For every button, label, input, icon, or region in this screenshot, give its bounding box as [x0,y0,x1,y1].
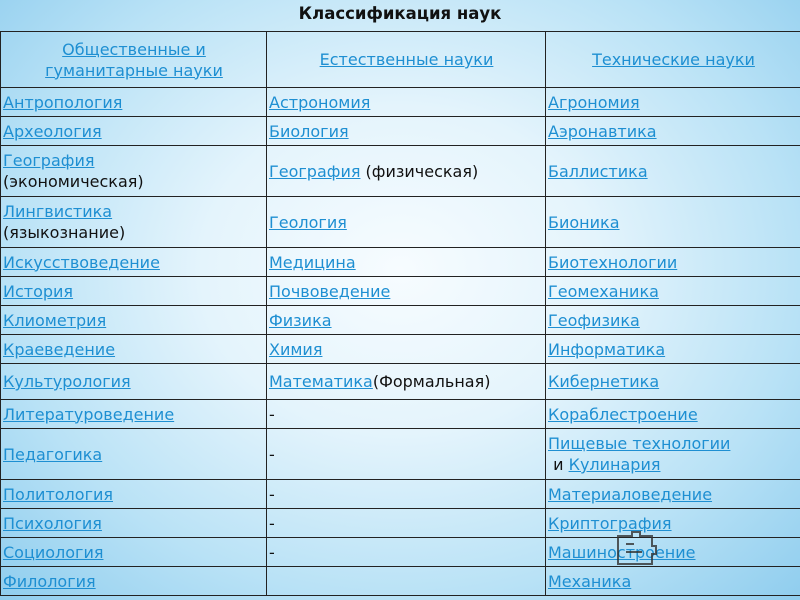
science-link[interactable]: Геомеханика [548,281,659,301]
table-row [1,248,800,277]
science-link[interactable]: Психология [3,513,102,533]
table-cell [267,306,546,335]
table-cell [1,248,267,277]
column-header-technical [546,32,800,88]
header-link-natural[interactable]: Естественные науки [319,50,494,69]
cell-text: - [269,444,275,464]
table-cell [267,429,546,480]
science-link[interactable]: Механика [548,571,632,591]
table-cell [546,567,800,596]
table-row [1,146,800,197]
science-link[interactable]: Социология [3,542,104,562]
science-link[interactable]: Машиностроение [548,542,696,562]
table-cell [1,364,267,400]
science-link[interactable]: История [3,281,74,301]
table-cell [546,146,800,197]
science-link[interactable]: География [269,161,361,181]
science-link[interactable]: Кулинария [568,455,661,474]
table-cell [1,306,267,335]
table-row [1,480,800,509]
science-link[interactable]: Аэронавтика [548,121,657,141]
table-cell [1,146,267,197]
science-link[interactable]: Геофизика [548,310,640,330]
science-link[interactable]: Археология [3,121,102,141]
table-row [1,117,800,146]
science-link[interactable]: Филология [3,571,96,591]
cell-text: (языкознание) [3,223,126,242]
science-link[interactable]: Антропология [3,92,123,112]
column-header-natural [267,32,546,88]
table-cell [1,480,267,509]
table-cell [267,117,546,146]
science-link[interactable]: Медицина [269,252,356,272]
table-cell [267,364,546,400]
table-cell [546,480,800,509]
science-link[interactable]: Баллистика [548,161,648,181]
science-classification-table [0,31,800,596]
table-cell [267,146,546,197]
science-link[interactable]: Краеведение [3,339,116,359]
cell-text: (физическая) [360,161,479,181]
science-link[interactable]: Кибернетика [548,372,660,391]
table-cell [267,509,546,538]
science-link[interactable]: Литературоведение [3,404,175,424]
plugin-logo-icon [612,528,664,570]
table-row [1,335,800,364]
table-cell [546,197,800,248]
cell-text: и [548,455,569,474]
table-cell [267,88,546,117]
table-cell [546,364,800,400]
table-row [1,277,800,306]
table-cell [546,509,800,538]
science-link[interactable]: Искусствоведение [3,252,160,272]
cell-text: - [269,484,275,504]
table-cell [267,400,546,429]
table-cell [267,248,546,277]
science-link[interactable]: Химия [269,339,323,359]
science-link[interactable]: Кораблестроение [548,404,698,424]
cell-text: - [269,404,275,424]
science-link[interactable]: Бионика [548,212,620,232]
page-title: Классификация наук [298,4,502,23]
science-link[interactable]: Педагогика [3,444,103,464]
science-link[interactable]: Материаловедение [548,484,713,504]
table-cell [267,335,546,364]
table-row [1,429,800,480]
science-link[interactable]: Культурология [3,372,131,391]
science-link[interactable]: География [3,151,95,170]
table-cell [267,197,546,248]
cell-text: (Формальная) [372,372,491,391]
table-cell [1,400,267,429]
cell-text: - [269,513,275,533]
science-link[interactable]: Лингвистика [3,202,113,221]
cell-text: - [269,542,275,562]
table-cell [546,306,800,335]
table-row [1,197,800,248]
table-row [1,306,800,335]
header-link-humanities[interactable]: Общественные и гуманитарные науки [45,39,223,80]
science-link[interactable]: Криптография [548,513,672,533]
science-link[interactable]: Астрономия [269,92,371,112]
science-link[interactable]: Геология [269,212,347,232]
science-link[interactable]: Информатика [548,339,666,359]
table-cell [267,480,546,509]
table-row [1,538,800,567]
science-link[interactable]: Биотехнологии [548,252,678,272]
table-cell [1,277,267,306]
table-cell [546,88,800,117]
table-cell [1,335,267,364]
science-link[interactable]: Клиометрия [3,310,107,330]
table-cell [546,400,800,429]
cell-text: (экономическая) [3,172,144,191]
table-cell [267,567,546,596]
table-cell [546,117,800,146]
table-cell [1,197,267,248]
table-cell [1,538,267,567]
science-link[interactable]: Политология [3,484,113,504]
column-header-humanities [1,32,267,88]
table-cell [546,335,800,364]
table-header-row [1,32,800,88]
table-cell [1,509,267,538]
table-cell [546,538,800,567]
table-cell [546,277,800,306]
table-row [1,364,800,400]
table-row [1,400,800,429]
table-cell [546,429,800,480]
table-row [1,509,800,538]
table-cell [267,277,546,306]
table-row [1,88,800,117]
science-link[interactable]: Почвоведение [269,281,391,301]
header-link-technical[interactable]: Технические науки [592,50,755,69]
table-cell [1,567,267,596]
science-link[interactable]: Математика [269,372,373,391]
science-link[interactable]: Пищевые технологии [548,434,731,453]
table-cell [1,88,267,117]
table-cell [267,538,546,567]
table-cell [546,248,800,277]
table-row [1,567,800,596]
science-link[interactable]: Биология [269,121,349,141]
science-link[interactable]: Физика [269,310,332,330]
science-link[interactable]: Агрономия [548,92,640,112]
table-cell [1,117,267,146]
table-cell [1,429,267,480]
